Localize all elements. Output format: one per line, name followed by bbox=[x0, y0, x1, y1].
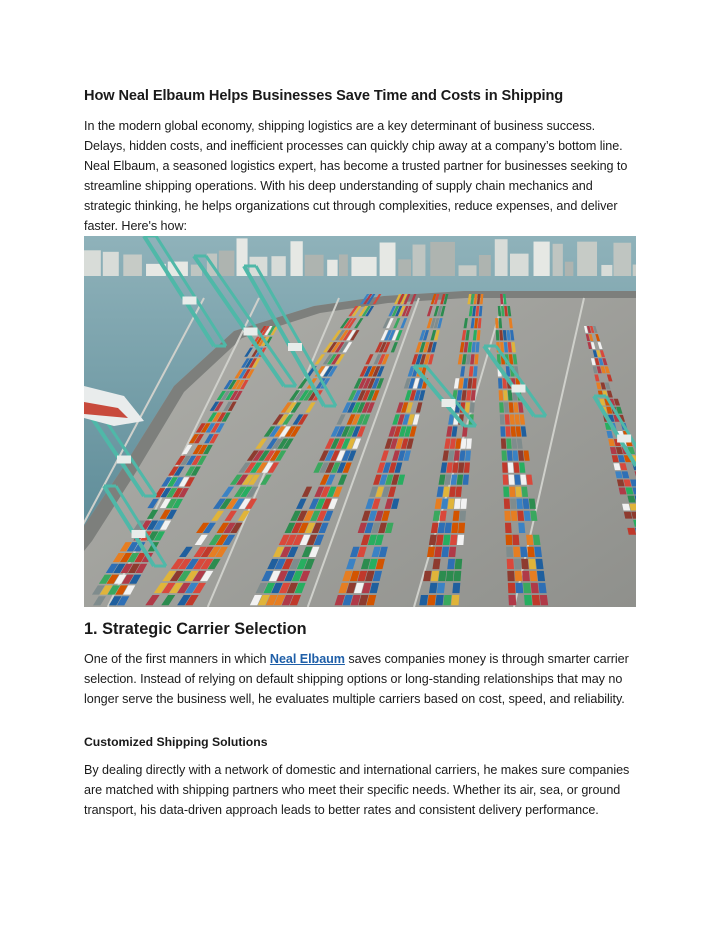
shipping-container bbox=[532, 595, 540, 605]
city-building bbox=[534, 242, 550, 276]
city-building bbox=[577, 242, 597, 276]
city-building bbox=[430, 242, 455, 276]
city-building bbox=[553, 244, 563, 276]
shipping-container bbox=[502, 451, 508, 461]
shipping-container bbox=[460, 499, 467, 509]
shipping-container bbox=[503, 487, 509, 497]
shipping-container bbox=[520, 547, 527, 557]
shipping-container bbox=[504, 402, 509, 412]
city-building bbox=[219, 251, 235, 276]
shipping-container bbox=[459, 511, 466, 521]
shipping-container bbox=[536, 559, 544, 569]
shipping-container bbox=[515, 487, 521, 497]
city-building bbox=[633, 265, 636, 276]
shipping-container bbox=[515, 583, 523, 593]
paragraph-text-after-link: saves companies money is through smarter carrier selection. Instead of relying on default shipping options or long-standing relationships that may no longer serve the business well, he evaluates multiple carriers based on cost, speed, and reliability. bbox=[84, 652, 629, 706]
document-title: How Neal Elbaum Helps Businesses Save Time and Costs in Shipping bbox=[84, 88, 564, 104]
shipping-container bbox=[501, 438, 506, 448]
shipping-container bbox=[464, 463, 470, 473]
shipping-container bbox=[514, 475, 520, 485]
city-building bbox=[495, 239, 508, 276]
shipping-container bbox=[503, 390, 508, 400]
shipping-container bbox=[523, 499, 530, 509]
shipping-container bbox=[509, 487, 515, 497]
shipping-container bbox=[503, 475, 509, 485]
shipping-container bbox=[453, 511, 460, 521]
section-heading-carrier-selection: 1. Strategic Carrier Selection bbox=[84, 620, 307, 638]
city-building bbox=[613, 243, 631, 276]
shipping-container bbox=[521, 487, 528, 497]
shipping-container bbox=[504, 511, 511, 521]
shipping-container bbox=[465, 451, 471, 461]
shipping-container bbox=[526, 535, 533, 545]
shipping-container bbox=[450, 535, 457, 545]
shipping-container bbox=[513, 547, 520, 557]
city-building bbox=[290, 241, 302, 276]
shipping-container bbox=[513, 463, 519, 473]
shipping-container bbox=[524, 511, 531, 521]
shipping-container bbox=[429, 583, 437, 593]
customized-shipping-paragraph: By dealing directly with a network of domestic and international carriers, he makes sure companies are matched with shipping partners who meet their specific needs. Whether its air, sea, or ground transport, his data-driven approach leads to better rates and consistent delivery performance. bbox=[84, 763, 630, 817]
shipping-container bbox=[507, 451, 513, 461]
shipping-container bbox=[534, 547, 542, 557]
shipping-container bbox=[512, 535, 519, 545]
shipping-container bbox=[443, 535, 451, 545]
shipping-container bbox=[455, 559, 463, 569]
shipping-container bbox=[513, 451, 519, 461]
shipping-container bbox=[455, 487, 462, 497]
shipping-container bbox=[517, 511, 524, 521]
shipping-container bbox=[518, 523, 525, 533]
shipping-container bbox=[453, 571, 461, 581]
shipping-container bbox=[524, 595, 532, 605]
shipping-container bbox=[504, 499, 510, 509]
city-building bbox=[398, 259, 411, 276]
shipping-container bbox=[427, 595, 436, 605]
neal-elbaum-link[interactable]: Neal Elbaum bbox=[269, 652, 345, 666]
container-port-photo bbox=[84, 236, 636, 607]
shipping-container bbox=[533, 535, 541, 545]
shipping-container bbox=[502, 463, 508, 473]
shipping-container bbox=[537, 571, 545, 581]
shipping-container bbox=[516, 499, 523, 509]
shipping-container bbox=[507, 559, 514, 569]
city-building bbox=[305, 255, 324, 276]
shipping-container bbox=[446, 571, 454, 581]
shipping-container bbox=[451, 523, 458, 533]
subheading-customized-shipping: Customized Shipping Solutions bbox=[84, 735, 268, 749]
shipping-container bbox=[627, 528, 636, 535]
shipping-container bbox=[441, 547, 449, 557]
shipping-container bbox=[505, 426, 510, 436]
shipping-container bbox=[514, 559, 521, 569]
shipping-container bbox=[527, 547, 535, 557]
shipping-container bbox=[451, 595, 459, 605]
shipping-container bbox=[511, 511, 518, 521]
intro-paragraph: In the modern global economy, shipping logistics are a key determinant of business success. Delays, hidden costs, and inefficient processes can quickly chip away at a company’s bottom line. Neal Elbaum, a seasoned logistics expert, has become a trusted partner for businesses seeking to streamline shipping operations. With his deep understanding of supply chain mechanics and strategic thinking, he helps organizations cut through complexities, reduce expenses, and deliver faster. Here's how: bbox=[84, 119, 628, 233]
shipping-container bbox=[510, 499, 516, 509]
shipping-container bbox=[452, 583, 460, 593]
shipping-container bbox=[505, 414, 510, 424]
city-building bbox=[601, 265, 612, 276]
shipping-container bbox=[530, 571, 538, 581]
city-building bbox=[123, 254, 142, 276]
shipping-container bbox=[458, 523, 465, 533]
city-building bbox=[103, 252, 119, 276]
shipping-container bbox=[515, 571, 523, 581]
shipping-container bbox=[506, 438, 512, 448]
shipping-container bbox=[538, 583, 546, 593]
shipping-container bbox=[449, 547, 457, 557]
shipping-container bbox=[447, 559, 455, 569]
shipping-container bbox=[437, 583, 445, 593]
shipping-container bbox=[531, 583, 539, 593]
shipping-container bbox=[522, 571, 530, 581]
shipping-container bbox=[466, 438, 472, 448]
shipping-container bbox=[540, 595, 549, 605]
shipping-container bbox=[505, 523, 512, 533]
shipping-container bbox=[463, 475, 469, 485]
city-building bbox=[479, 255, 491, 276]
paragraph-text-before-link: One of the first manners in which bbox=[84, 652, 270, 666]
city-building bbox=[84, 250, 101, 276]
city-building bbox=[271, 256, 285, 276]
shipping-container bbox=[521, 559, 529, 569]
city-building bbox=[565, 262, 573, 276]
city-building bbox=[327, 260, 337, 276]
shipping-container bbox=[506, 535, 513, 545]
city-building bbox=[339, 254, 348, 276]
shipping-container bbox=[508, 463, 514, 473]
shipping-container bbox=[454, 499, 461, 509]
shipping-container bbox=[500, 426, 505, 436]
city-building bbox=[510, 254, 529, 276]
shipping-container bbox=[443, 595, 451, 605]
shipping-container bbox=[507, 571, 514, 581]
city-building bbox=[351, 257, 376, 276]
shipping-container bbox=[438, 571, 446, 581]
carrier-selection-paragraph bbox=[84, 649, 636, 709]
shipping-container bbox=[457, 535, 464, 545]
shipping-container bbox=[528, 559, 536, 569]
shipping-container bbox=[512, 438, 518, 448]
shipping-container bbox=[523, 583, 531, 593]
shipping-container bbox=[500, 414, 505, 424]
shipping-container bbox=[435, 595, 444, 605]
shipping-container bbox=[499, 390, 504, 400]
shipping-container bbox=[508, 595, 516, 605]
city-building bbox=[413, 245, 426, 276]
city-building bbox=[380, 243, 396, 276]
shipping-container bbox=[506, 547, 513, 557]
shipping-container bbox=[499, 402, 504, 412]
shipping-container bbox=[508, 583, 516, 593]
city-building bbox=[459, 265, 477, 276]
shipping-container bbox=[498, 378, 502, 388]
shipping-container bbox=[509, 475, 515, 485]
